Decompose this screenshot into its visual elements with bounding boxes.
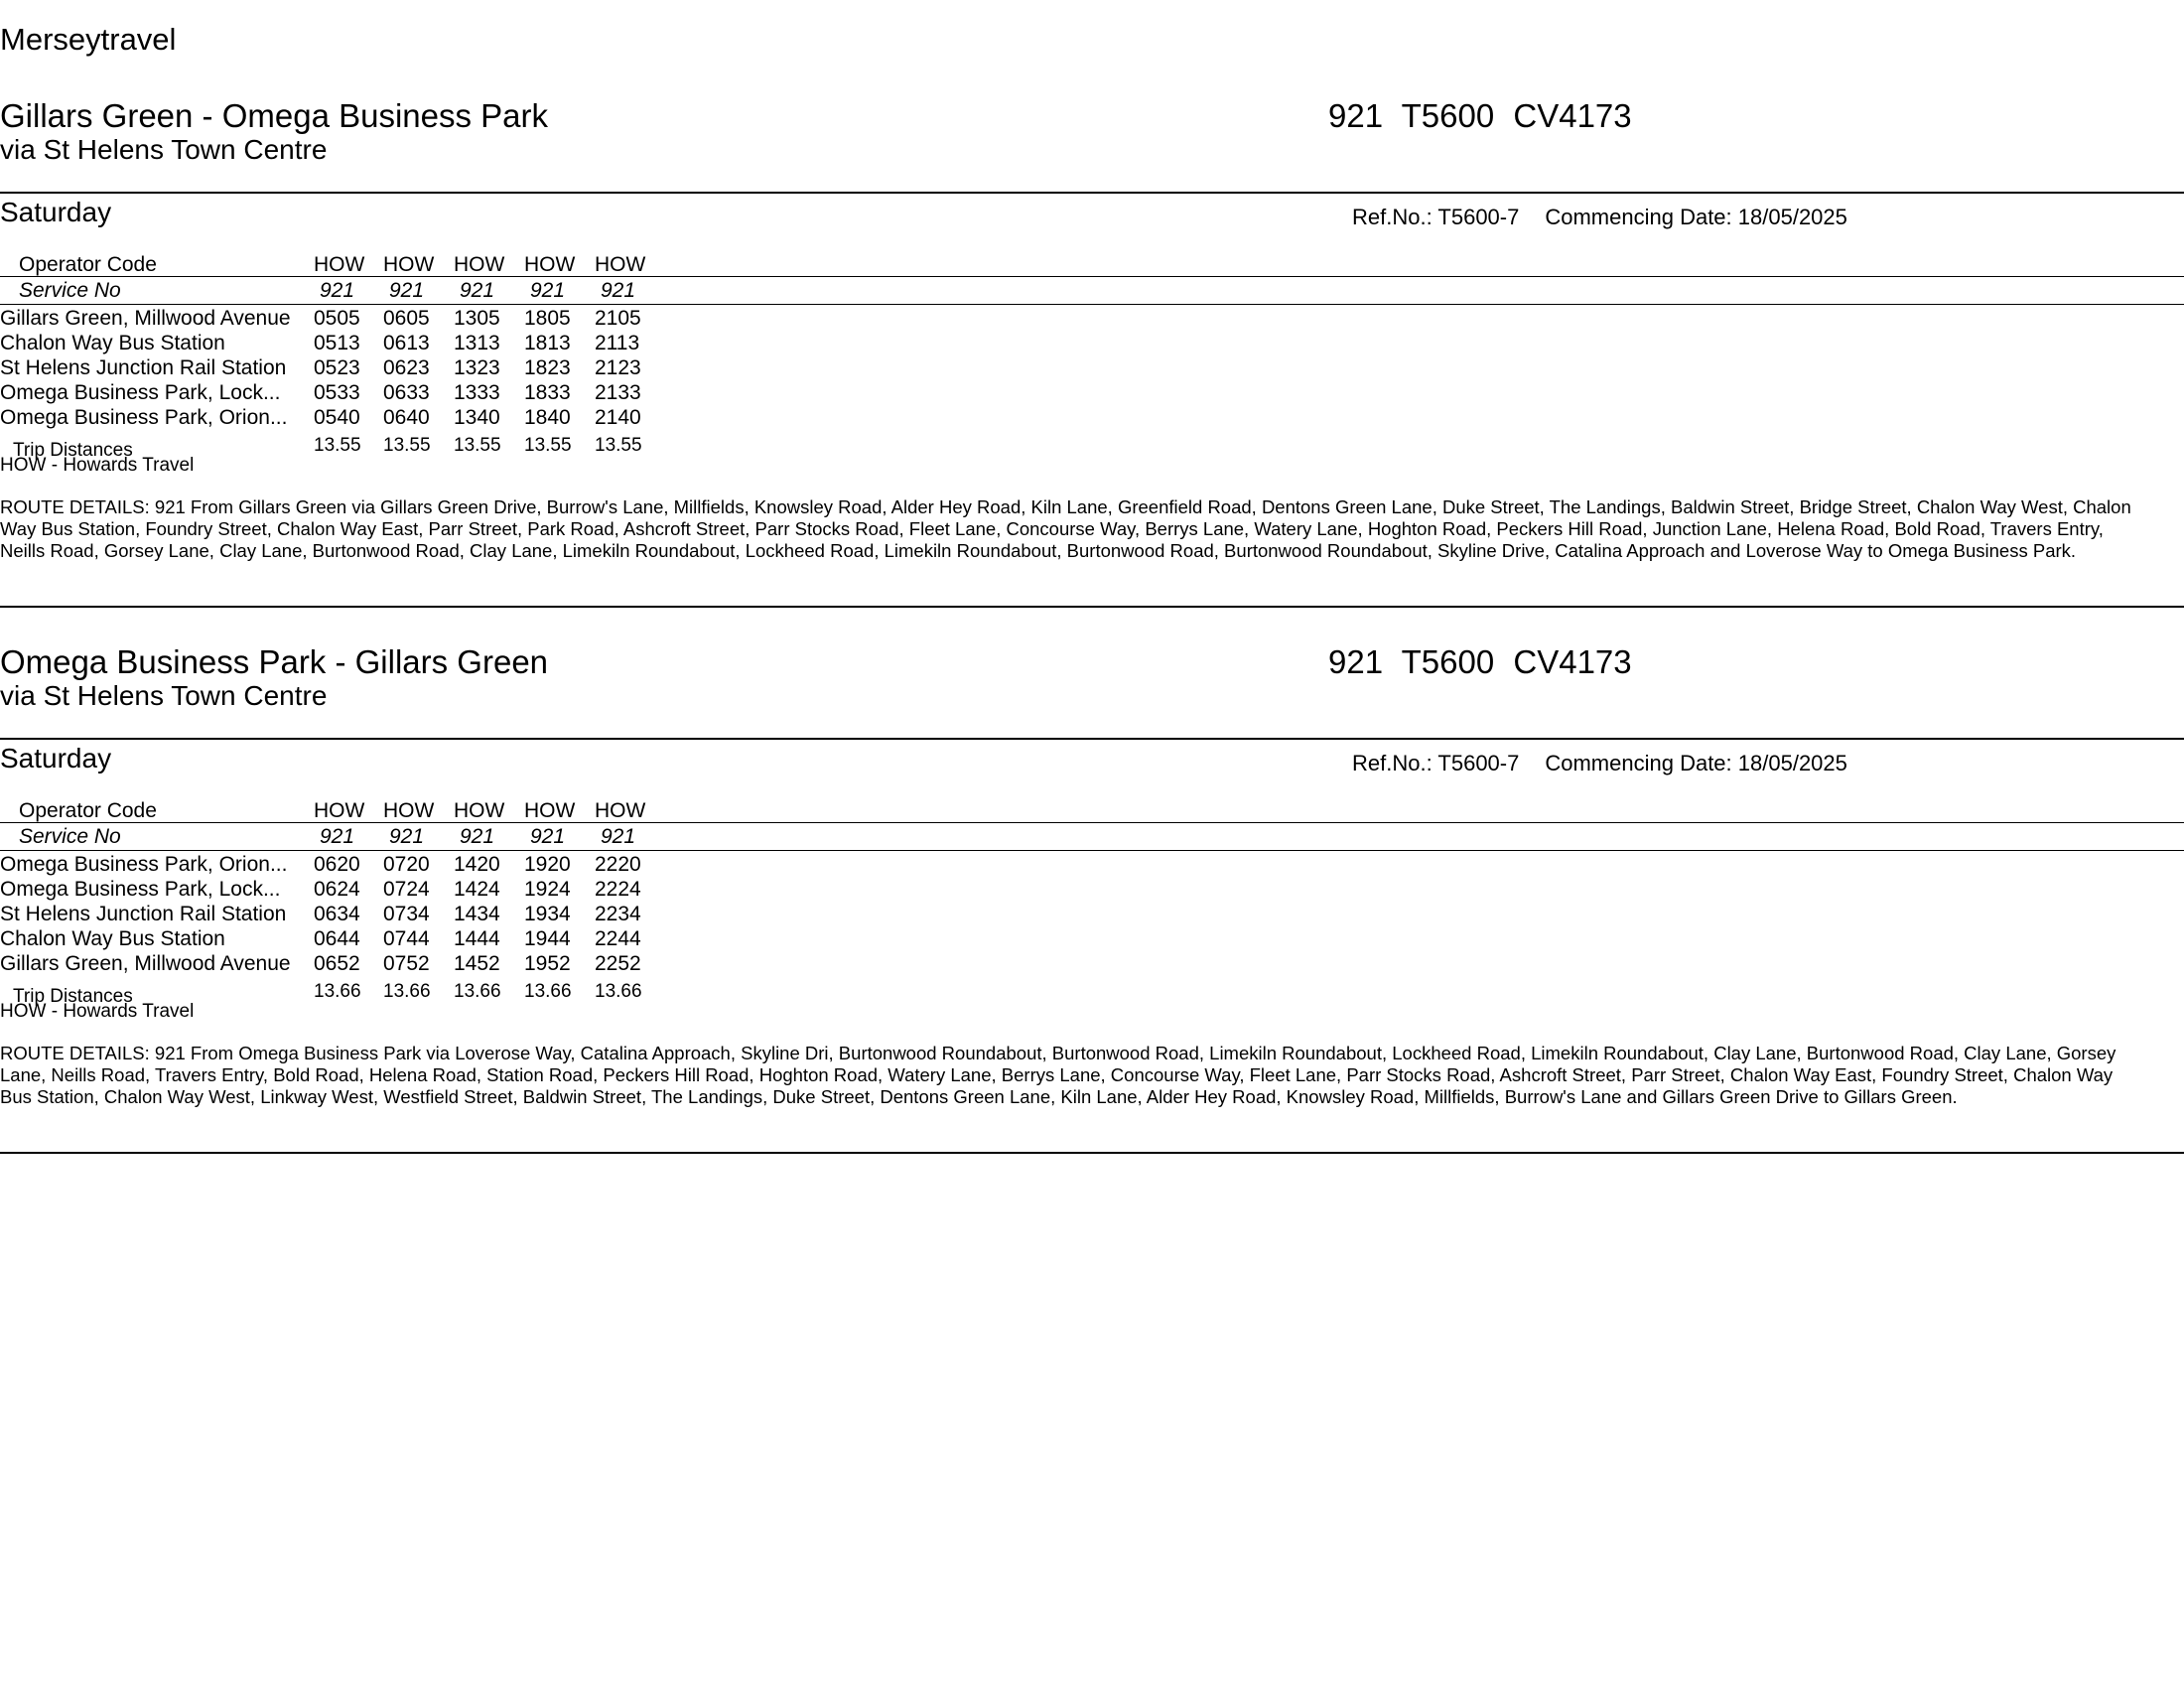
trip-distance: 13.66 (454, 981, 501, 1002)
departure-time: 0652 (314, 952, 360, 975)
departure-time: 1333 (454, 381, 500, 404)
departure-time: 1833 (524, 381, 571, 404)
departure-time: 1420 (454, 853, 500, 876)
departure-time: 2252 (595, 952, 641, 975)
stop-name: Omega Business Park, Orion... (0, 406, 288, 429)
trip-distance: 13.66 (383, 981, 431, 1002)
trip-distances-label: Trip Distances (13, 440, 133, 461)
stop-name: Omega Business Park, Orion... (0, 853, 288, 876)
reference-line (1352, 205, 1847, 230)
departure-time: 1934 (524, 903, 571, 925)
stop-name: St Helens Junction Rail Station (0, 356, 287, 379)
trip-distance: 13.55 (383, 435, 431, 456)
trip-distance: 13.55 (595, 435, 642, 456)
departure-time: 1323 (454, 356, 500, 379)
departure-time: 1952 (524, 952, 571, 975)
departure-time: 1805 (524, 307, 571, 330)
day-of-operation: Saturday (0, 743, 112, 774)
departure-time: 2220 (595, 853, 641, 876)
operator-code: HOW (454, 253, 505, 276)
departure-time: 0505 (314, 307, 360, 330)
departure-time: 1452 (454, 952, 500, 975)
stop-name: Gillars Green, Millwood Avenue (0, 952, 291, 975)
departure-time: 1424 (454, 878, 500, 901)
service-no: 921 (389, 825, 425, 848)
section-divider (0, 738, 2184, 740)
departure-time: 2113 (595, 332, 640, 354)
service-no: 921 (601, 279, 636, 302)
operator-code: HOW (524, 253, 576, 276)
departure-time: 1840 (524, 406, 571, 429)
departure-time: 0640 (383, 406, 430, 429)
operator-code: HOW (383, 253, 435, 276)
departure-time: 0633 (383, 381, 430, 404)
section-end-divider (0, 1152, 2184, 1154)
commencing-date: Commencing Date: 18/05/2025 (1545, 751, 1847, 775)
service-no: 921 (460, 825, 495, 848)
departure-time: 0752 (383, 952, 430, 975)
departure-time: 1313 (454, 332, 500, 354)
operator-code: HOW (454, 799, 505, 822)
trip-distance: 13.55 (524, 435, 572, 456)
departure-time: 2244 (595, 927, 641, 950)
operator-note: HOW - Howards Travel (0, 455, 195, 476)
route-via: via St Helens Town Centre (0, 680, 328, 711)
stop-name: Chalon Way Bus Station (0, 332, 225, 354)
departure-time: 0634 (314, 903, 360, 925)
service-no: 921 (320, 825, 355, 848)
organisation-name: Merseytravel (0, 22, 177, 57)
stop-name: Omega Business Park, Lock... (0, 381, 281, 404)
service-no: 921 (460, 279, 495, 302)
table-rule (0, 850, 2184, 851)
departure-time: 0523 (314, 356, 360, 379)
departure-time: 0720 (383, 853, 430, 876)
operator-code: HOW (524, 799, 576, 822)
operator-code-label: Operator Code (19, 799, 157, 822)
departure-time: 0624 (314, 878, 360, 901)
departure-time: 2133 (595, 381, 641, 404)
departure-time: 2234 (595, 903, 641, 925)
table-rule (0, 822, 2184, 823)
departure-time: 0644 (314, 927, 360, 950)
operator-note: HOW - Howards Travel (0, 1001, 195, 1022)
departure-time: 1924 (524, 878, 571, 901)
commencing-date: Commencing Date: 18/05/2025 (1545, 205, 1847, 229)
departure-time: 0620 (314, 853, 360, 876)
departure-time: 1823 (524, 356, 571, 379)
operator-code: HOW (383, 799, 435, 822)
reference-line (1352, 751, 1847, 776)
trip-distance: 13.66 (314, 981, 361, 1002)
operator-code: HOW (595, 799, 646, 822)
departure-time: 1434 (454, 903, 500, 925)
departure-time: 1944 (524, 927, 571, 950)
departure-time: 2224 (595, 878, 641, 901)
service-no: 921 (389, 279, 425, 302)
trip-distance: 13.55 (314, 435, 361, 456)
trip-distance: 13.66 (524, 981, 572, 1002)
departure-time: 0744 (383, 927, 430, 950)
stop-name: Omega Business Park, Lock... (0, 878, 281, 901)
route-code: 921 T5600 CV4173 (1328, 643, 1632, 680)
section-divider (0, 192, 2184, 194)
section-end-divider (0, 606, 2184, 608)
departure-time: 0533 (314, 381, 360, 404)
route-details: ROUTE DETAILS: 921 From Gillars Green via Gillars Green Drive, Burrow's Lane, Millfields, Knowsley Road, Alder Hey Road, Kiln Lane, Greenfield Road, Dentons Green Lane, Duke Street, The Landings, Baldwin Street, Bridge Street, Chalon Way West, Chalon Way Bus Station, Foundry Street, Chalon Way East, Parr Street, Park Road, Ashcroft Street, Parr Stocks Road, Fleet Lane, Concourse Way, Berrys Lane, Watery Lane, Hoghton Road, Peckers Hill Road, Junction Lane, Helena Road, Bold Road, Travers Entry, Neills Road, Gorsey Lane, Clay Lane, Burtonwood Road, Clay Lane, Limekiln Roundabout, Lockheed Road, Limekiln Roundabout, Burtonwood Road, Burtonwood Roundabout, Skyline Drive, Catalina Approach and Loverose Way to Omega Business Park. (0, 496, 2131, 561)
service-no-label: Service No (19, 825, 121, 848)
departure-time: 2123 (595, 356, 641, 379)
service-no: 921 (601, 825, 636, 848)
departure-time: 1813 (524, 332, 571, 354)
route-title: Gillars Green - Omega Business Park (0, 97, 549, 134)
departure-time: 0613 (383, 332, 430, 354)
operator-code: HOW (314, 253, 365, 276)
service-no: 921 (530, 279, 566, 302)
departure-time: 0540 (314, 406, 360, 429)
stop-name: Chalon Way Bus Station (0, 927, 225, 950)
departure-time: 0623 (383, 356, 430, 379)
trip-distances-label: Trip Distances (13, 986, 133, 1007)
reference-number: Ref.No.: T5600-7 (1352, 205, 1520, 229)
departure-time: 0734 (383, 903, 430, 925)
service-no: 921 (320, 279, 355, 302)
departure-time: 2140 (595, 406, 641, 429)
departure-time: 1444 (454, 927, 500, 950)
departure-time: 0724 (383, 878, 430, 901)
departure-time: 1340 (454, 406, 500, 429)
route-title: Omega Business Park - Gillars Green (0, 643, 549, 680)
departure-time: 0513 (314, 332, 360, 354)
trip-distance: 13.66 (595, 981, 642, 1002)
stop-name: St Helens Junction Rail Station (0, 903, 287, 925)
table-rule (0, 304, 2184, 305)
reference-number: Ref.No.: T5600-7 (1352, 751, 1520, 775)
trip-distance: 13.55 (454, 435, 501, 456)
stop-name: Gillars Green, Millwood Avenue (0, 307, 291, 330)
operator-code-label: Operator Code (19, 253, 157, 276)
route-via: via St Helens Town Centre (0, 134, 328, 165)
table-rule (0, 276, 2184, 277)
day-of-operation: Saturday (0, 197, 112, 227)
route-code: 921 T5600 CV4173 (1328, 97, 1632, 134)
service-no: 921 (530, 825, 566, 848)
operator-code: HOW (595, 253, 646, 276)
route-details: ROUTE DETAILS: 921 From Omega Business Park via Loverose Way, Catalina Approach, Skyline Dri, Burtonwood Roundabout, Burtonwood Road, Limekiln Roundabout, Lockheed Road, Limekiln Roundabout, Clay Lane, Burtonwood Road, Clay Lane, Gorsey Lane, Neills Road, Travers Entry, Bold Road, Helena Road, Station Road, Peckers Hill Road, Hoghton Road, Watery Lane, Berrys Lane, Concourse Way, Fleet Lane, Parr Stocks Road, Ashcroft Street, Parr Street, Chalon Way East, Foundry Street, Chalon Way Bus Station, Chalon Way West, Linkway West, Westfield Street, Baldwin Street, The Landings, Duke Street, Dentons Green Lane, Kiln Lane, Alder Hey Road, Knowsley Road, Millfields, Burrow's Lane and Gillars Green Drive to Gillars Green. (0, 1043, 2116, 1107)
service-no-label: Service No (19, 279, 121, 302)
departure-time: 0605 (383, 307, 430, 330)
departure-time: 2105 (595, 307, 641, 330)
operator-code: HOW (314, 799, 365, 822)
departure-time: 1305 (454, 307, 500, 330)
departure-time: 1920 (524, 853, 571, 876)
